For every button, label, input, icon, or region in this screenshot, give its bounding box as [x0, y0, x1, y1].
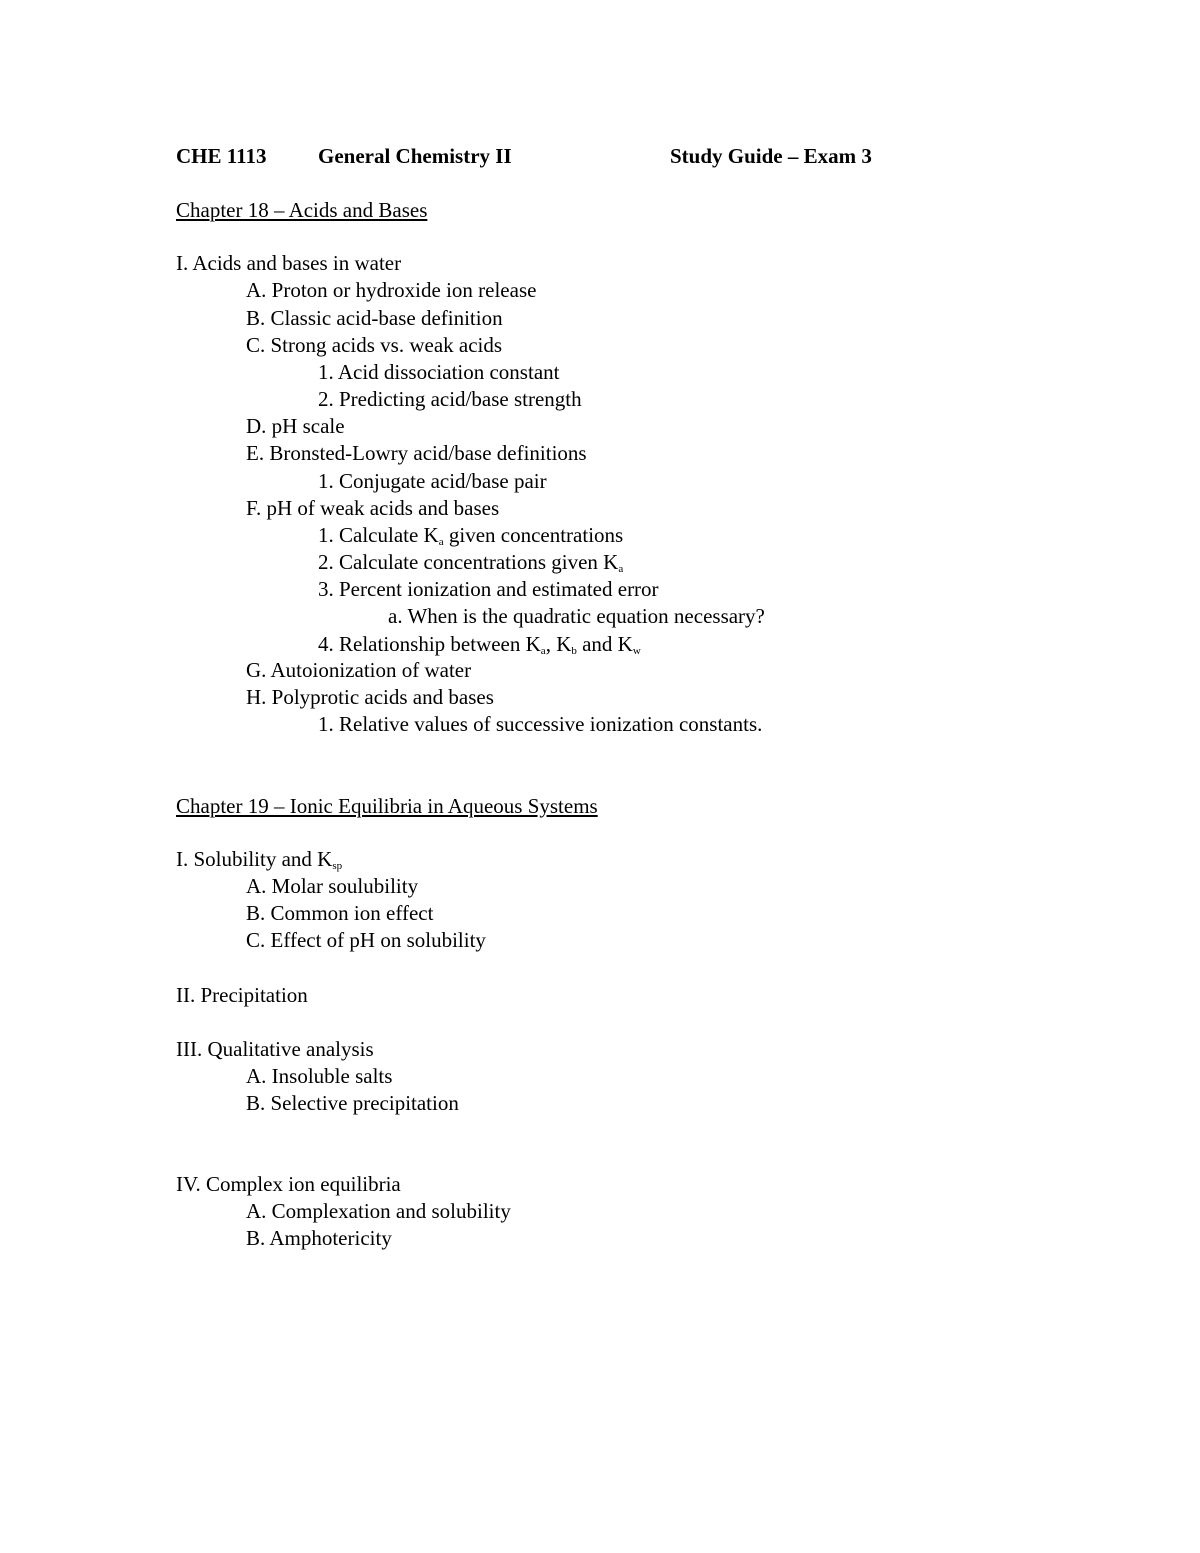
outline-item: H. Polyprotic acids and bases — [246, 685, 494, 709]
outline-item: B. Common ion effect — [246, 901, 434, 925]
outline-item: C. Effect of pH on solubility — [246, 928, 486, 952]
outline-item: F. pH of weak acids and bases — [246, 496, 500, 520]
outline-item: A. Molar soulubility — [246, 874, 419, 898]
course-title: General Chemistry II — [318, 144, 512, 168]
guide-title: Study Guide – Exam 3 — [670, 144, 872, 168]
course-code: CHE 1113 — [176, 144, 267, 168]
outline-item: B. Amphotericity — [246, 1226, 392, 1250]
outline-item: 3. Percent ionization and estimated error — [318, 577, 659, 601]
outline-item: IV. Complex ion equilibria — [176, 1172, 401, 1196]
outline-item: B. Classic acid-base definition — [246, 306, 503, 330]
outline-item: 1. Relative values of successive ionization constants. — [318, 712, 763, 736]
outline-item: 1. Acid dissociation constant — [318, 360, 560, 384]
chapter-19-heading: Chapter 19 – Ionic Equilibria in Aqueous Systems — [176, 794, 598, 818]
outline-item: II. Precipitation — [176, 983, 308, 1007]
outline-item: A. Proton or hydroxide ion release — [246, 278, 537, 302]
outline-item: 1. Calculate $K_a$ given concentrations — [318, 523, 624, 548]
outline-item: I. Solubility and $K_{sp}$ — [176, 847, 343, 872]
outline-item: C. Strong acids vs. weak acids — [246, 333, 503, 357]
outline-item: A. Complexation and solubility — [246, 1199, 511, 1223]
outline-item: G. Autoionization of water — [246, 658, 472, 682]
outline-item: B. Selective precipitation — [246, 1091, 459, 1115]
outline-item: 1. Conjugate acid/base pair — [318, 469, 547, 493]
chapter-18-heading: Chapter 18 – Acids and Bases — [176, 198, 428, 222]
outline-item: I. Acids and bases in water — [176, 251, 402, 275]
outline-item: 2. Calculate concentrations given $K_a$ — [318, 550, 624, 575]
outline-item: 2. Predicting acid/base strength — [318, 387, 582, 411]
outline-item: A. Insoluble salts — [246, 1064, 393, 1088]
outline-item: E. Bronsted-Lowry acid/base definitions — [246, 441, 587, 465]
outline-item: 4. Relationship between $K_a$, $K_b$ and $K_w$ — [318, 632, 641, 657]
outline-item: a. When is the quadratic equation necessary? — [388, 604, 765, 628]
outline-item: D. pH scale — [246, 414, 345, 438]
outline-item: III. Qualitative analysis — [176, 1037, 374, 1061]
